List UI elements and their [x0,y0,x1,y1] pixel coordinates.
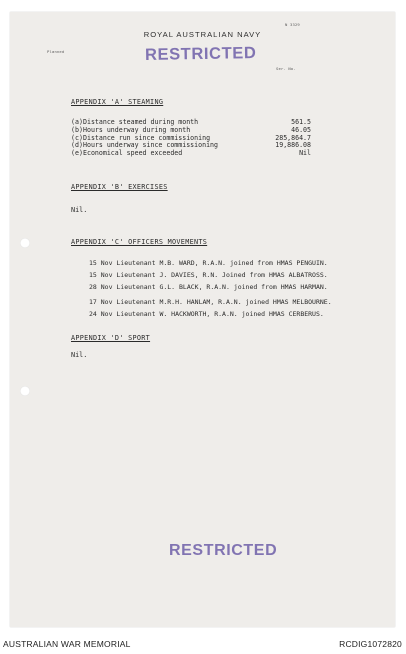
steaming-row-value: 19,886.08 [275,141,311,150]
steaming-row-key: (b) [71,125,83,134]
archive-name: AUSTRALIAN WAR MEMORIAL [3,639,131,649]
restricted-stamp-top: RESTRICTED [144,44,257,64]
appendix-b-title: APPENDIX 'B' EXERCISES [71,183,168,191]
margin-mark: Planned [47,49,65,54]
steaming-row-label: Economical speed exceeded [83,149,183,158]
appendix-d-title: APPENDIX 'D' SPORT [71,334,151,342]
steaming-row-key: (d) [71,141,83,150]
organization-heading: ROYAL AUSTRALIAN NAVY [143,30,262,39]
punch-hole [20,238,30,248]
reference-number: N 3329 [285,22,300,27]
archive-footer [0,630,406,654]
movement-row: 15 Nov Lieutenant J. DAVIES, R.N. Joined from HMAS ALBATROSS. [89,271,328,279]
archive-record-id: RCDIG1072820 [339,639,402,649]
steaming-row-value: 561.5 [291,118,311,126]
appendix-d-body: Nil. [71,351,88,359]
steaming-row-key: (a) [71,118,83,126]
steaming-row-value: 285,864.7 [275,133,311,142]
steaming-row [71,150,331,158]
steaming-row-label: Distance run since commissioning [83,133,211,142]
steaming-row-key: (e) [71,149,83,158]
restricted-stamp-bottom: RESTRICTED [169,542,278,559]
serial-number-label: Ser. No. [276,66,296,71]
movement-row: 17 Nov Lieutenant M.R.H. HANLAM, R.A.N. joined HMAS MELBOURNE. [89,298,332,306]
appendix-c-title: APPENDIX 'C' OFFICERS MOVEMENTS [71,238,208,246]
document-page [10,12,395,627]
steaming-row-value: Nil [299,149,311,158]
steaming-row-label: Hours underway during month [83,125,191,134]
steaming-row-label: Distance steamed during month [83,118,199,126]
movement-row: 28 Nov Lieutenant G.L. BLACK, R.A.N. joined from HMAS HARMAN. [89,283,328,291]
steaming-row-value: 46.05 [291,125,311,134]
steaming-row-label: Hours underway since commissioning [83,141,218,150]
steaming-list [71,119,331,158]
appendix-b-body: Nil. [71,206,88,214]
steaming-row-key: (c) [71,133,83,142]
movement-row: 15 Nov Lieutenant M.B. WARD, R.A.N. joined from HMAS PENGUIN. [89,259,328,267]
appendix-a-title: APPENDIX 'A' STEAMING [71,98,164,106]
movement-row: 24 Nov Lieutenant W. HACKWORTH, R.A.N. joined HMAS CERBERUS. [89,310,324,318]
punch-hole [20,386,30,396]
